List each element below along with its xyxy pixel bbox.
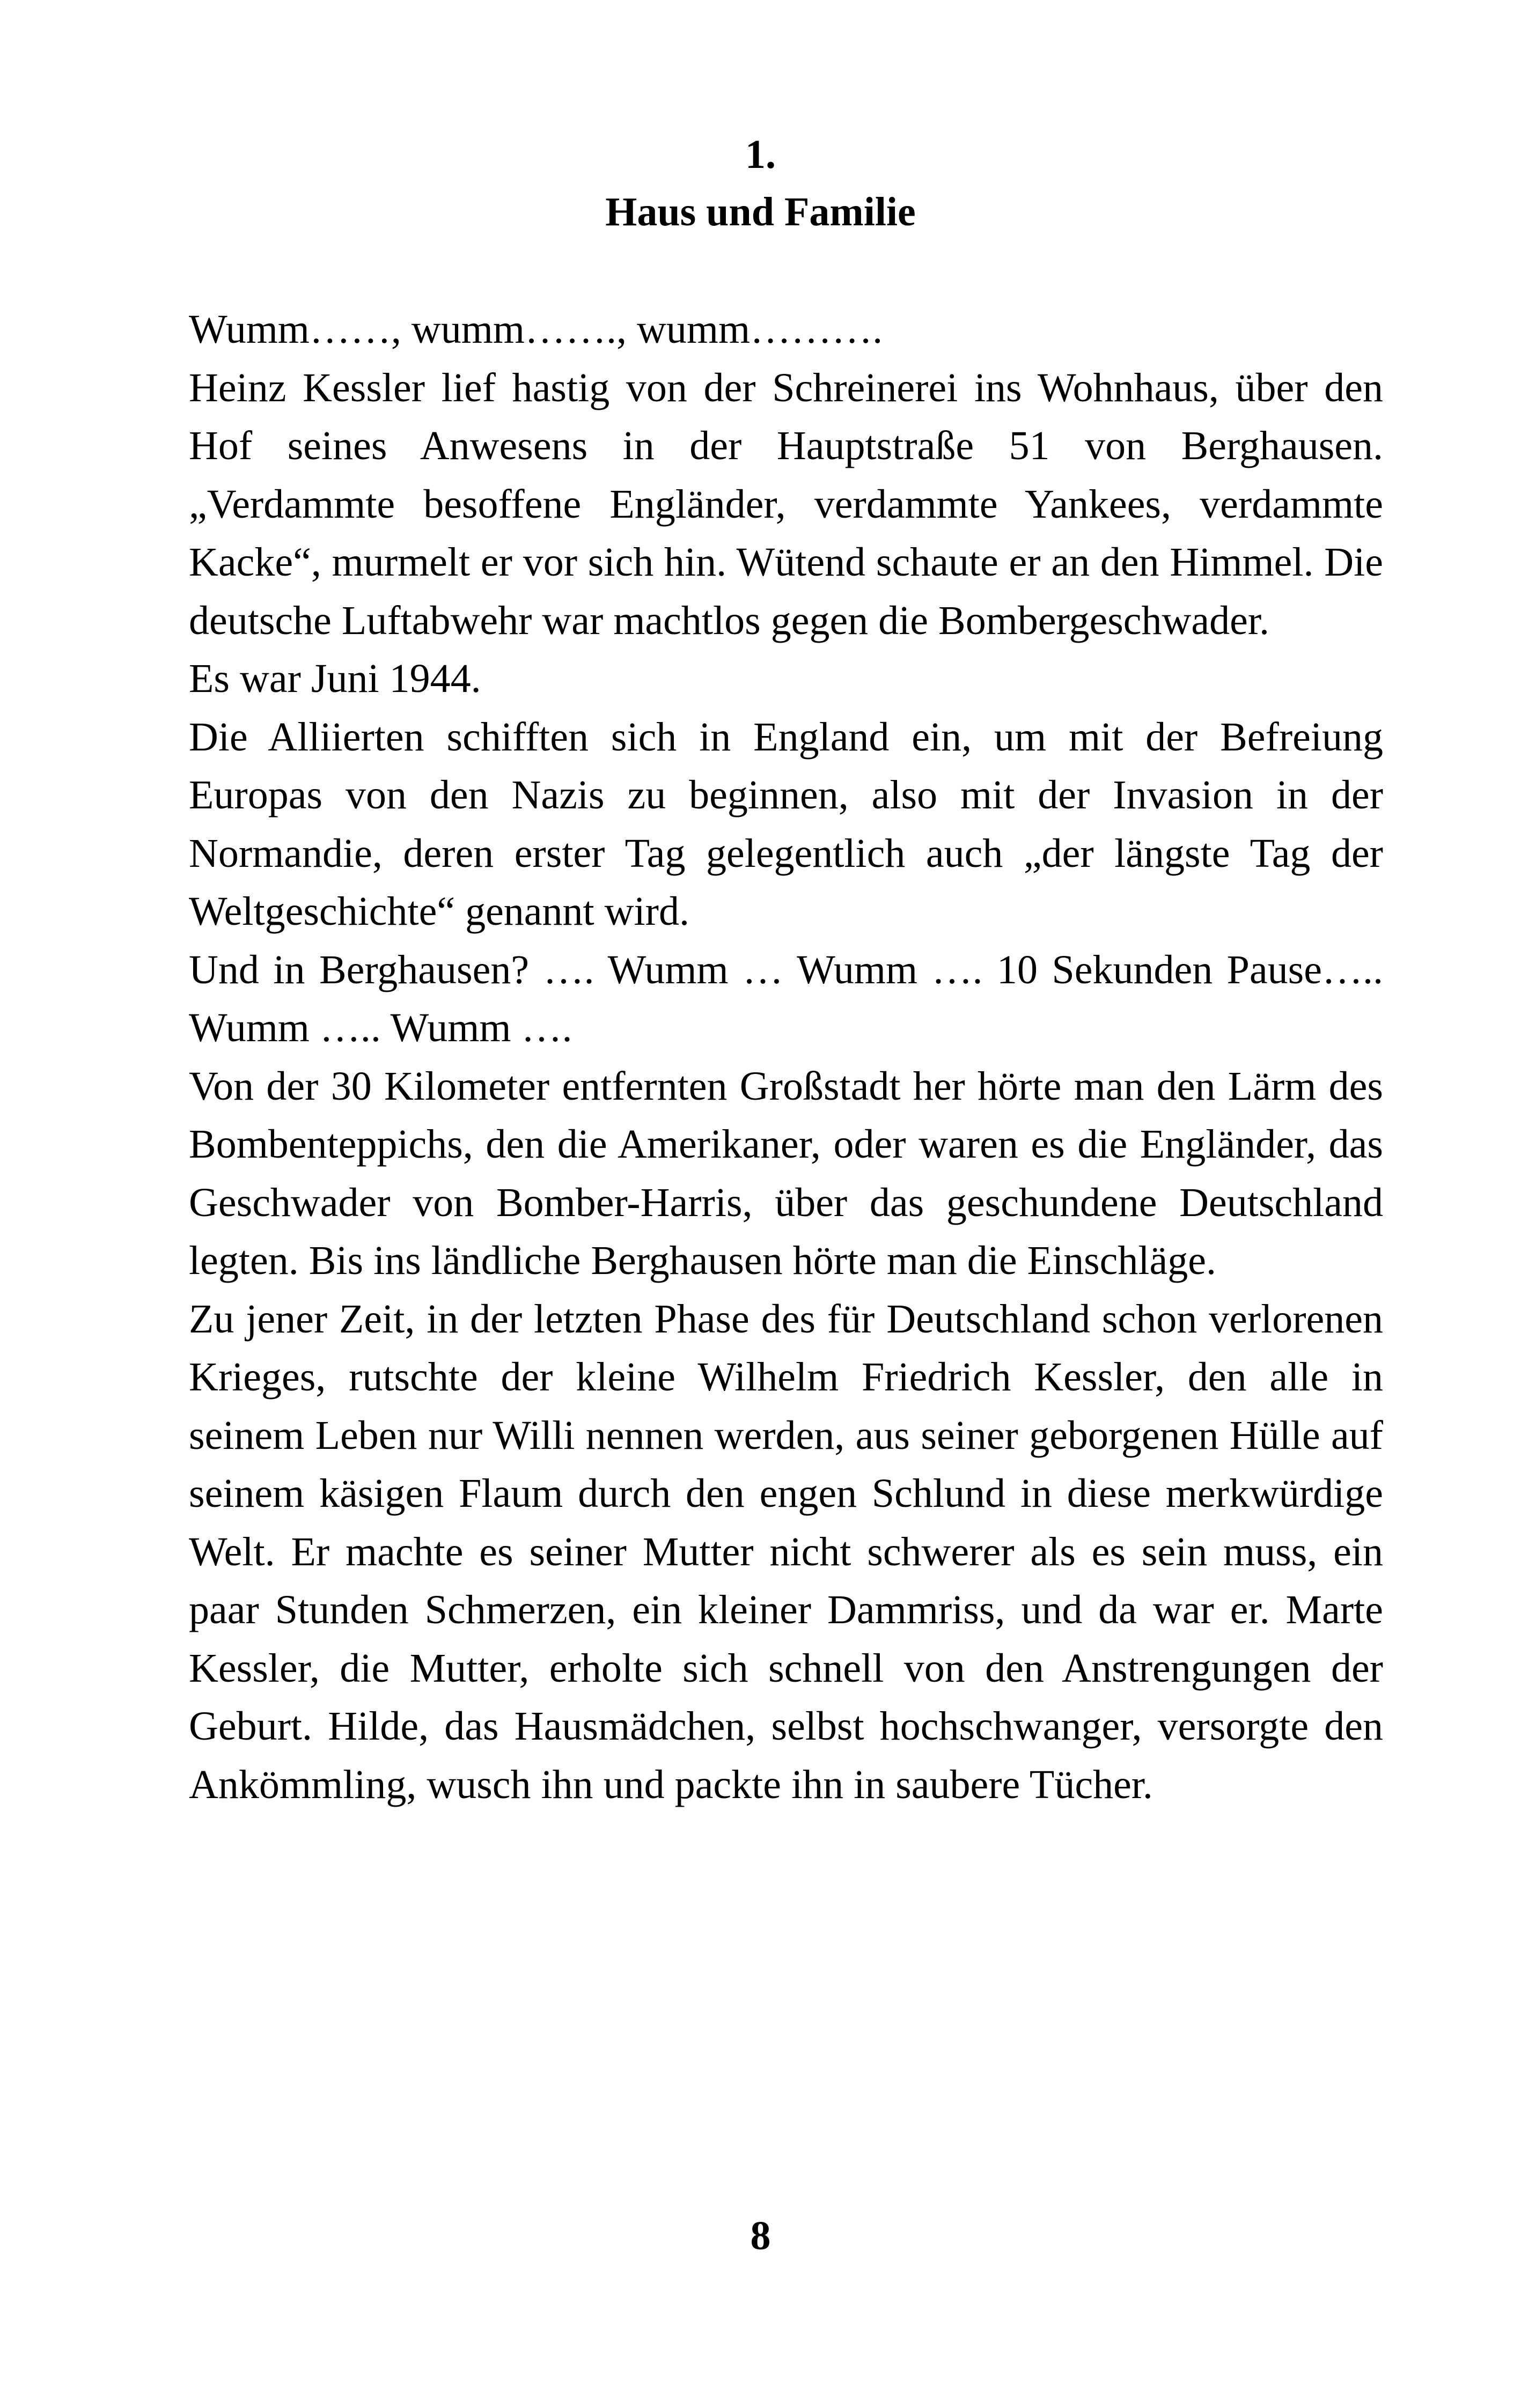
chapter-title: Haus und Familie xyxy=(605,189,916,234)
chapter-body xyxy=(189,300,1383,1814)
paragraph: Von der 30 Kilometer entfernten Großstadt her hörte man den Lärm des Bombenteppichs, den die Amerikaner, oder waren es die Engländer, das Geschwader von Bomber-Harris, über das geschundene Deutschland legten. Bis ins ländliche Berghausen hörte man die Einschläge. xyxy=(189,1063,1383,1283)
paragraph: Wumm……, wumm……., wumm………. xyxy=(189,307,883,352)
chapter-number: 1. xyxy=(745,132,776,177)
paragraph: Zu jener Zeit, in der letzten Phase des für Deutschland schon verlorenen Krieges, rutschte der kleine Wilhelm Friedrich Kessler, den alle in seinem Leben nur Willi nennen werden, aus seiner geborgenen Hülle auf seinem käsigen Flaum durch den engen Schlund in diese merkwürdige Welt. Er machte es seiner Mutter nicht schwerer als es sein muss, ein paar Stunden Schmerzen, ein kleiner Dammriss, und da war er. Marte Kessler, die Mutter, erholte sich schnell von den Anstrengungen der Geburt. Hilde, das Hausmädchen, selbst hochschwanger, versorgte den Ankömmling, wusch ihn und packte ihn in saubere Tücher. xyxy=(189,1296,1383,1807)
page-number: 8 xyxy=(750,2213,771,2258)
paragraph: Es war Juni 1944. xyxy=(189,656,481,701)
paragraph: Und in Berghausen? …. Wumm … Wumm …. 10 Sekunden Pause….. Wumm ….. Wumm …. xyxy=(189,947,1383,1050)
paragraph: Heinz Kessler lief hastig von der Schreinerei ins Wohnhaus, über den Hof seines Anwesens in der Hauptstraße 51 von Berghausen. „Verdammte besoffene Engländer, verdammte Yankees, verdammte Kacke“, murmelt er vor sich hin. Wütend schaute er an den Himmel. Die deutsche Luftabwehr war machtlos gegen die Bombergeschwader. xyxy=(189,365,1383,643)
paragraph: Die Alliierten schifften sich in England ein, um mit der Befreiung Europas von den Nazis zu beginnen, also mit der Invasion in der Normandie, deren erster Tag gelegentlich auch „der längste Tag der Weltgeschichte“ genannt wird. xyxy=(189,714,1383,934)
